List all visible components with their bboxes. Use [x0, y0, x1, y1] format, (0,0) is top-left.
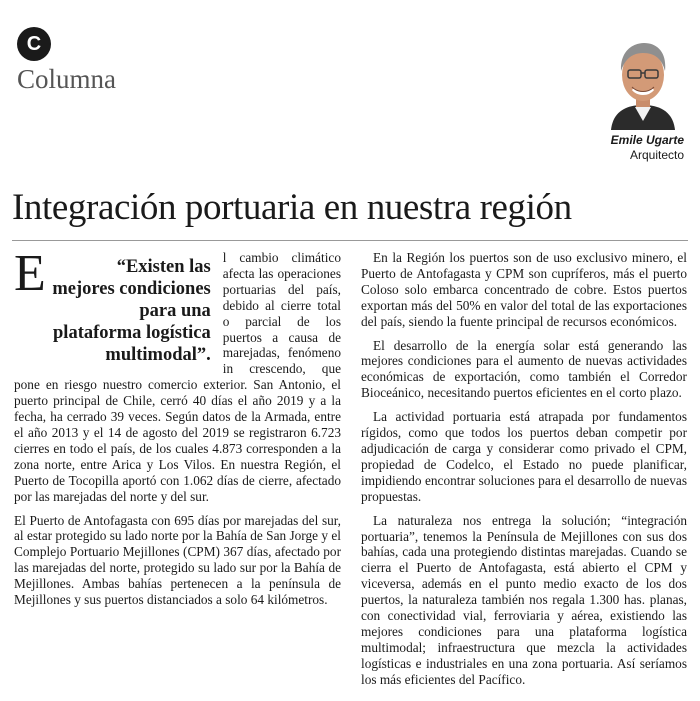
- paragraph: El desarrollo de la energía solar está generando las mejores condiciones para el aumento de nuevas actividades económicas de exportación, como también el Corredor Bioceánico, necesitando puertos eficientes en el corto plazo.: [361, 337, 687, 401]
- paragraph-text: l cambio climático afecta las operaciones portuarias del país, debido al cierre total o parcial de los puertos a causa de marejadas, fenómeno in crescendo, que pone en riesgo nuestro comercio exterior. San Antonio, el puerto principal de Chile, cerró 40 días el año 2019 y a la fecha, ha cerrado 39 veces. Según datos de la Armada, entre el año 2013 y el 14 de agosto del 2019 se registraron 6.723 cierres en todo el país, de los cuales 4.873 corresponden a la zona norte, entre Arica y Los Vilos. En nuestra Región, el Puerto de Tocopilla aportó con 1.062 días de cierre, afectado por las marejadas del norte y del sur.: [14, 250, 341, 504]
- headline-divider: [12, 240, 688, 241]
- drop-cap: E: [14, 245, 46, 302]
- author-portrait-icon: [603, 35, 683, 130]
- headline: Integración portuaria en nuestra región: [12, 187, 572, 228]
- author-name: Emile Ugarte: [610, 133, 684, 147]
- author-photo: [603, 35, 683, 130]
- article-column-right: [361, 250, 687, 696]
- pull-quote: “Existen las mejores condiciones para una plataforma logística multimodal”.: [52, 257, 211, 365]
- section-label: Columna: [17, 64, 116, 94]
- column-badge: C: [17, 27, 51, 61]
- paragraph: El Puerto de Antofagasta con 695 días por marejadas del sur, al estar protegido su lado norte por la Bahía de San Jorge y el Complejo Portuario Mejillones (CPM) 367 días, afectado por las marejadas del norte, protegido su lado sur por la Bahía de Mejillones. Ambas bahías pertenecen a la península de Mejillones y sus puertos distanciados a solo 64 kilómetros.: [14, 512, 341, 608]
- author-byline: [611, 133, 684, 163]
- paragraph: [14, 245, 341, 505]
- article-column-left: [14, 245, 341, 616]
- author-role: Arquitecto: [629, 148, 684, 162]
- paragraph: En la Región los puertos son de uso exclusivo minero, el Puerto de Antofagasta y CPM son cupríferos, más el puerto Coloso solo embarca concentrado de cobre. Estos puertos exportan más del 50% en valor del total de las exportaciones del país, siendo la fuente principal de recursos económicos.: [361, 250, 687, 329]
- paragraph: La actividad portuaria está atrapada por fundamentos rígidos, como que todos los puertos deban competir por adjudicación de carga y considerar como privado el CPM, propiedad de Codelco, el Estado no puede planificar, impidiendo encontrar soluciones para el desarrollo de nuevas propuestas.: [361, 409, 687, 504]
- paragraph: La naturaleza nos entrega la solución; “integración portuaria”, tenemos la Península de Mejillones con sus dos bahías, cada una protegiendo distintas marejadas. Cuando se cierra el Puerto de Antofagasta, está abierto el CPM y viceversa, además en el punto medio exacto de los dos puertos, la naturaleza también nos regala 1.300 has. planas, con conectividad vial, ferroviaria y aérea, existiendo las mejores condiciones para una plataforma logística multimodal; infraestructura que mezcla la actividades logísticas e industriales en una zona portuaria. Así seríamos los más eficientes del Pacífico.: [361, 512, 687, 687]
